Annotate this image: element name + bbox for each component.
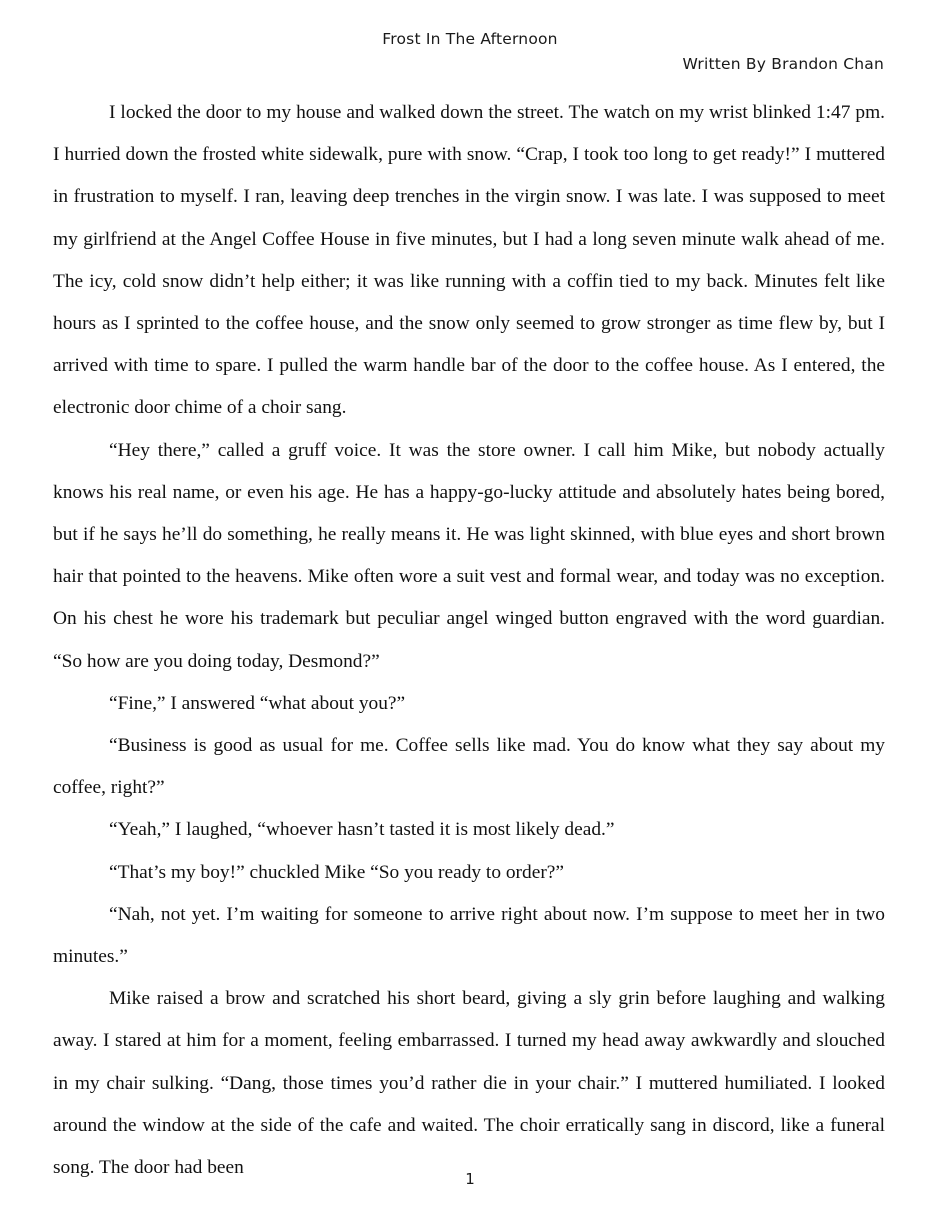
document-author: Written By Brandon Chan [682,55,884,73]
paragraph: “Hey there,” called a gruff voice. It was the store owner. I call him Mike, but nobody actually knows his real name, or even his age. He has a happy-go-lucky attitude and absolutely hates being bored, but if he says he’ll do something, he really means it. He was light skinned, with blue eyes and short brown hair that pointed to the heavens. Mike often wore a suit vest and formal wear, and today was no exception. On his chest he wore his trademark but peculiar angel winged button engraved with the word guardian. “So how are you doing today, Desmond?” [53,439,885,672]
paragraph: “Yeah,” I laughed, “whoever hasn’t tasted it is most likely dead.” [109,819,615,841]
page-title: Frost In The Afternoon [382,30,558,48]
page-number: 1 [465,1170,475,1188]
document-body [53,92,885,1189]
paragraph: “That’s my boy!” chuckled Mike “So you ready to order?” [109,861,564,883]
paragraph: “Nah, not yet. I’m waiting for someone to arrive right about now. I’m suppose to meet her in two minutes.” [53,903,885,968]
paragraph: “Fine,” I answered “what about you?” [109,692,406,714]
paragraph: “Business is good as usual for me. Coffee sells like mad. You do know what they say about my coffee, right?” [53,735,885,799]
paragraph: Mike raised a brow and scratched his short beard, giving a sly grin before laughing and walking away. I stared at him for a moment, feeling embarrassed. I turned my head away awkwardly and slouched in my chair sulking. “Dang, those times you’d rather die in your chair.” I muttered humiliated. I looked around the window at the side of the cafe and waited. The choir erratically sang in discord, like a funeral song. The door had been [53,988,885,1179]
paragraph: I locked the door to my house and walked down the street. The watch on my wrist blinked 1:47 pm. I hurried down the frosted white sidewalk, pure with snow. “Crap, I took too long to get ready!” I muttered in frustration to myself. I ran, leaving deep trenches in the virgin snow. I was late. I was supposed to meet my girlfriend at the Angel Coffee House in five minutes, but I had a long seven minute walk ahead of me. The icy, cold snow didn’t help either; it was like running with a coffin tied to my back. Minutes felt like hours as I sprinted to the coffee house, and the snow only seemed to grow stronger as time flew by, but I arrived with time to spare. I pulled the warm handle bar of the door to the coffee house. As I entered, the electronic door chime of a choir sang. [53,102,885,419]
